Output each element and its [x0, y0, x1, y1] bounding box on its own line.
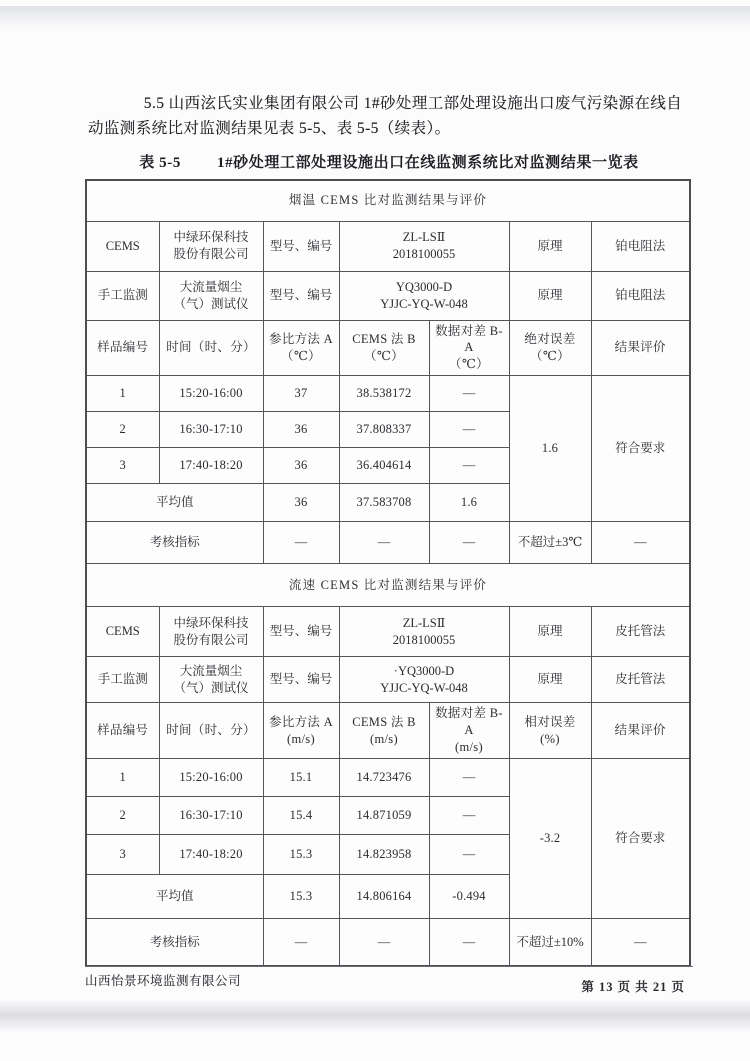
assessment-diff-cell: —	[429, 522, 509, 564]
col-diff-line1: 数据对差 B-A	[435, 706, 503, 738]
model-value-cell	[339, 657, 509, 703]
sample-no-cell: 2	[86, 796, 159, 834]
sample-no-cell: 1	[86, 376, 159, 412]
average-a-cell: 15.3	[263, 874, 339, 918]
col-error-header	[509, 320, 591, 376]
col-cems-header	[339, 703, 429, 759]
assessment-limit-cell: 不超过±3℃	[509, 522, 591, 564]
caption-label: 表 5-5	[139, 154, 181, 171]
assessment-b-cell: —	[339, 522, 429, 564]
scan-artifact-bottom	[0, 1001, 750, 1033]
principle-value-cell: 铂电阻法	[591, 221, 690, 271]
diff-cell: —	[429, 448, 509, 484]
ref-a-cell: 37	[263, 376, 339, 412]
principle-label-cell: 原理	[509, 657, 591, 703]
col-diff-unit: （℃）	[449, 357, 489, 372]
average-diff-cell: -0.494	[429, 874, 509, 918]
data-row	[86, 376, 690, 412]
time-cell: 15:20-16:00	[159, 758, 263, 796]
col-result-header: 结果评价	[591, 703, 690, 759]
col-sample-header: 样品编号	[86, 320, 159, 376]
model-line1: ZL-LSⅡ	[402, 230, 446, 245]
average-b-cell: 37.583708	[339, 484, 429, 522]
model-line1: ·YQ3000-D	[393, 663, 455, 678]
assessment-a-cell: —	[263, 522, 339, 564]
col-error-unit: (%)	[540, 731, 560, 746]
abs-error-merged-cell: 1.6	[509, 376, 591, 522]
footer-company-name: 山西怡景环境监测有限公司	[85, 974, 242, 988]
model-label-cell: 型号、编号	[263, 271, 339, 320]
info-row-cems	[86, 221, 690, 271]
assessment-result-cell: —	[591, 918, 690, 966]
time-cell: 16:30-17:10	[159, 796, 263, 834]
sample-no-cell: 3	[86, 448, 159, 484]
col-diff-line1: 数据对差 B-A	[435, 323, 503, 355]
vendor-line2: （气）测试仪	[173, 680, 249, 695]
model-line2: YJJC-YQ-W-048	[380, 296, 468, 311]
average-a-cell: 36	[263, 484, 339, 522]
col-time-header: 时间（时、分）	[159, 703, 263, 759]
col-ref-header	[263, 703, 339, 759]
system-label-cell: CEMS	[86, 607, 159, 657]
model-label-cell: 型号、编号	[263, 657, 339, 703]
col-cems-line1: CEMS 法 B	[352, 332, 416, 347]
col-result-header: 结果评价	[591, 320, 690, 376]
vendor-line1: 中绿环保科技	[173, 230, 249, 245]
time-cell: 15:20-16:00	[159, 376, 263, 412]
vendor-line1: 中绿环保科技	[173, 615, 249, 630]
assessment-diff-cell: —	[429, 918, 509, 966]
col-cems-line1: CEMS 法 B	[352, 714, 416, 729]
column-header-row	[86, 320, 690, 376]
model-line2: 2018100055	[392, 632, 456, 647]
col-error-line1: 绝对误差	[524, 332, 576, 347]
column-header-row	[86, 703, 690, 759]
section-title-row	[86, 180, 690, 222]
assessment-label-cell: 考核指标	[86, 522, 263, 564]
result-merged-cell: 符合要求	[591, 758, 690, 918]
assessment-a-cell: —	[263, 918, 339, 966]
ref-a-cell: 15.1	[263, 758, 339, 796]
table-caption	[88, 151, 690, 172]
col-cems-unit: (m/s)	[370, 731, 398, 746]
principle-value-cell: 皮托管法	[591, 657, 690, 703]
diff-cell: —	[429, 758, 509, 796]
col-cems-header	[339, 320, 429, 376]
principle-label-cell: 原理	[509, 607, 591, 657]
ref-a-cell: 15.4	[263, 796, 339, 834]
vendor-line2: （气）测试仪	[173, 296, 249, 311]
sample-no-cell: 3	[86, 834, 159, 874]
document-page	[88, 92, 690, 967]
model-value-cell	[339, 271, 509, 320]
cems-b-cell: 38.538172	[339, 376, 429, 412]
section-title: 烟温 CEMS 比对监测结果与评价	[86, 180, 690, 222]
col-ref-unit: （℃）	[281, 348, 321, 363]
cems-b-cell: 37.808337	[339, 412, 429, 448]
ref-a-cell: 15.3	[263, 834, 339, 874]
system-label-cell: CEMS	[86, 221, 159, 271]
info-row-cems	[86, 607, 690, 657]
assessment-limit-cell: 不超过±10%	[509, 918, 591, 966]
scan-artifact-top	[0, 6, 750, 32]
assessment-label-cell: 考核指标	[86, 918, 263, 966]
time-cell: 16:30-17:10	[159, 412, 263, 448]
diff-cell: —	[429, 376, 509, 412]
model-label-cell: 型号、编号	[263, 607, 339, 657]
vendor-line2: 股份有限公司	[173, 247, 249, 262]
average-diff-cell: 1.6	[429, 484, 509, 522]
vendor-cell	[159, 221, 263, 271]
info-row-manual	[86, 657, 690, 703]
average-label-cell: 平均值	[86, 484, 263, 522]
page-footer	[85, 966, 693, 995]
col-time-header: 时间（时、分）	[159, 320, 263, 376]
vendor-cell	[159, 657, 263, 703]
assessment-b-cell: —	[339, 918, 429, 966]
principle-value-cell: 铂电阻法	[591, 271, 690, 320]
cems-b-cell: 14.723476	[339, 758, 429, 796]
sample-no-cell: 2	[86, 412, 159, 448]
caption-title: 1#砂处理工部处理设施出口在线监测系统比对监测结果一览表	[216, 154, 639, 171]
sample-no-cell: 1	[86, 758, 159, 796]
cems-b-cell: 14.823958	[339, 834, 429, 874]
col-cems-unit: （℃）	[364, 348, 404, 363]
average-b-cell: 14.806164	[339, 874, 429, 918]
col-error-line1: 相对误差	[524, 714, 576, 729]
time-cell: 17:40-18:20	[159, 834, 263, 874]
time-cell: 17:40-18:20	[159, 448, 263, 484]
col-ref-header	[263, 320, 339, 376]
section-title-row	[86, 564, 690, 607]
section-title: 流速 CEMS 比对监测结果与评价	[86, 564, 690, 607]
diff-cell: —	[429, 412, 509, 448]
col-error-unit: （℃）	[530, 348, 570, 363]
principle-label-cell: 原理	[509, 271, 591, 320]
vendor-cell	[159, 271, 263, 320]
model-value-cell	[339, 221, 509, 271]
assessment-row	[86, 522, 690, 564]
col-diff-unit: (m/s)	[455, 739, 483, 754]
comparison-results-table	[85, 179, 691, 968]
model-line1: ZL-LSⅡ	[402, 615, 446, 630]
vendor-cell	[159, 607, 263, 657]
footer-page-number: 第 13 页 共 21 页	[581, 980, 685, 994]
col-diff-header	[429, 320, 509, 376]
ref-a-cell: 36	[263, 448, 339, 484]
system-label-cell: 手工监测	[86, 271, 159, 320]
principle-label-cell: 原理	[509, 221, 591, 271]
model-line1: YQ3000-D	[395, 279, 453, 294]
principle-value-cell: 皮托管法	[591, 607, 690, 657]
system-label-cell: 手工监测	[86, 657, 159, 703]
diff-cell: —	[429, 834, 509, 874]
diff-cell: —	[429, 796, 509, 834]
model-label-cell: 型号、编号	[263, 221, 339, 271]
rel-error-merged-cell: -3.2	[509, 758, 591, 918]
cems-b-cell: 14.871059	[339, 796, 429, 834]
model-line2: 2018100055	[392, 247, 456, 262]
vendor-line1: 大流量烟尘	[179, 279, 243, 294]
cems-b-cell: 36.404614	[339, 448, 429, 484]
intro-paragraph: 5.5 山西泫氏实业集团有限公司 1#砂处理工部处理设施出口废气污染源在线自动监测系统比对监测结果见表 5-5、表 5-5（续表）。	[88, 95, 683, 137]
vendor-line2: 股份有限公司	[173, 632, 249, 647]
col-diff-header	[429, 703, 509, 759]
col-sample-header: 样品编号	[86, 703, 159, 759]
info-row-manual	[86, 271, 690, 320]
assessment-row	[86, 918, 690, 966]
model-line2: YJJC-YQ-W-048	[380, 680, 468, 695]
vendor-line1: 大流量烟尘	[179, 663, 243, 678]
assessment-result-cell: —	[591, 522, 690, 564]
data-row	[86, 758, 690, 796]
col-ref-line1: 参比方法 A	[269, 332, 333, 347]
col-ref-unit: (m/s)	[287, 731, 315, 746]
ref-a-cell: 36	[263, 412, 339, 448]
average-label-cell: 平均值	[86, 874, 263, 918]
model-value-cell	[339, 607, 509, 657]
result-merged-cell: 符合要求	[591, 376, 690, 522]
col-ref-line1: 参比方法 A	[269, 714, 333, 729]
col-error-header	[509, 703, 591, 759]
